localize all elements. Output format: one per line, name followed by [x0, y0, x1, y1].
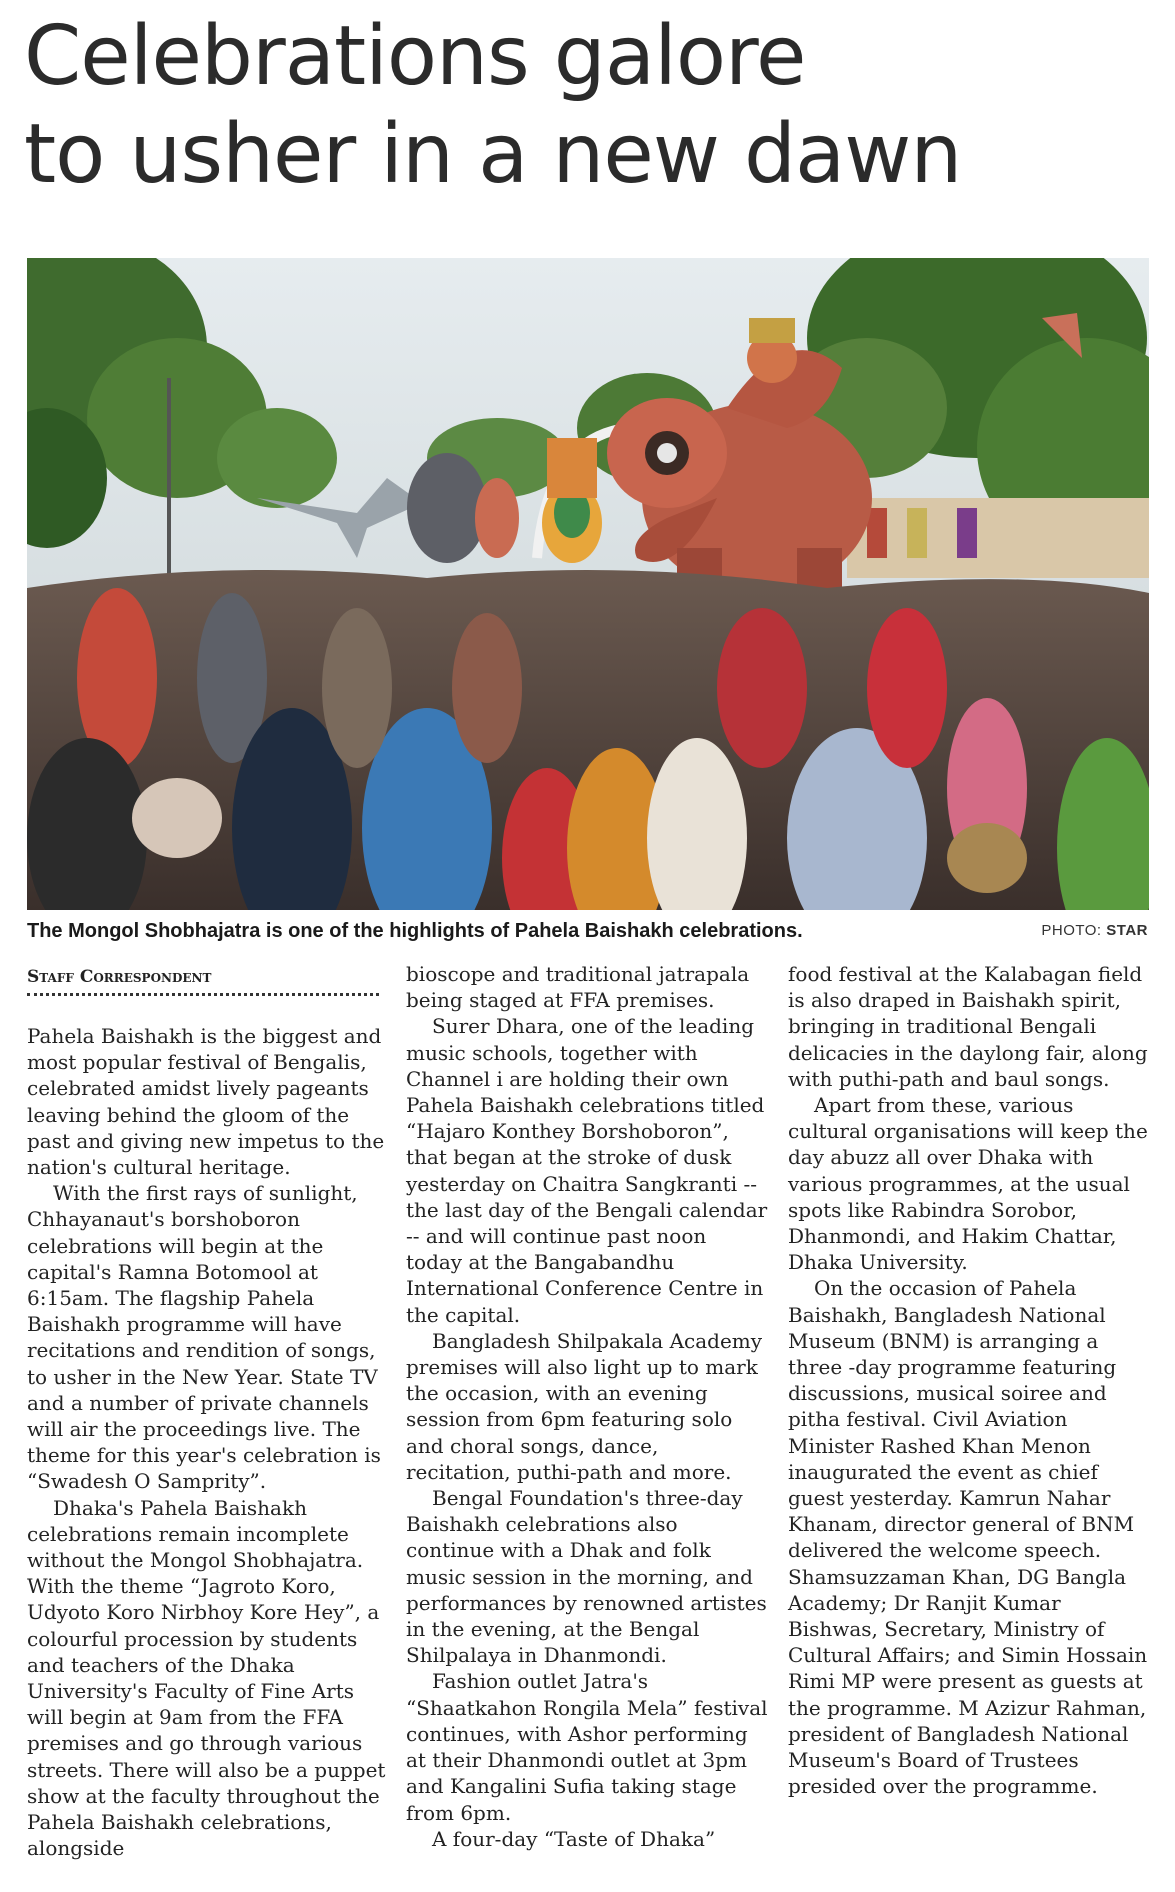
paragraph: A four-day “Taste of Dhaka” — [432, 1826, 716, 1851]
paragraph: Dhaka's Pahela Baishakh celebrations remain incomplete without the Mongol Shobhajatra. With the theme “Jagroto Koro, Udyoto Koro Nirbhoy Kore Hey”, a colourful procession by students and teachers of the Dhaka University's Faculty of Fine Arts will begin at 9am from the FFA premises and go through various streets. There will also be a puppet show at the faculty throughout the Pahela Baishakh celebrations, alongside — [27, 1495, 386, 1861]
photo-credit-source: STAR — [1106, 922, 1148, 939]
paragraph: Apart from these, various cultural organisations will keep the day abuzz all over Dhaka with various programmes, at the usual spots like Rabindra Sorobor, Dhanmondi, and Hakim Chattar, Dhaka University. — [788, 1093, 1148, 1275]
paragraph: Fashion outlet Jatra's “Shaatkahon Rongila Mela” festival continues, with Ashor performing at their Dhanmondi outlet at 3pm and Kangalini Sufia taking stage from 6pm. — [406, 1669, 768, 1825]
headline — [24, 8, 1164, 204]
paragraph: food festival at the Kalabagan field is also draped in Baishakh spirit, bringing in traditional Bengali delicacies in the daylong fair, along with puthi-path and baul songs. — [788, 962, 1148, 1091]
paragraph: Bengal Foundation's three-day Baishakh celebrations also continue with a Dhak and folk music session in the morning, and performances by renowned artistes in the evening, at the Bengal Shilpalaya in Dhanmondi. — [406, 1486, 767, 1668]
article-column-1 — [27, 1023, 389, 1862]
photo-credit — [1041, 922, 1148, 939]
headline-line-2: to usher in a new dawn — [24, 107, 962, 202]
headline-line-1: Celebrations galore — [24, 9, 806, 104]
paragraph: Bangladesh Shilpakala Academy premises will also light up to mark the occasion, with an evening session from 6pm featuring solo and choral songs, dance, recitation, puthi-path and more. — [406, 1328, 763, 1484]
paragraph: Pahela Baishakh is the biggest and most popular festival of Bengalis, celebrated amidst lively pageants leaving behind the gloom of the past and giving new impetus to the nation's cultural heritage. — [27, 1024, 385, 1180]
procession-photo — [27, 258, 1149, 910]
procession-illustration — [27, 258, 1149, 910]
photo-caption: The Mongol Shobhajatra is one of the highlights of Pahela Baishakh celebrations. — [27, 920, 803, 942]
article-column-2 — [406, 961, 768, 1852]
article-column-3 — [788, 961, 1150, 1800]
paragraph: bioscope and traditional jatrapala being staged at FFA premises. — [406, 962, 750, 1013]
crowd — [27, 570, 1149, 910]
byline-divider — [27, 993, 379, 996]
paragraph: On the occasion of Pahela Baishakh, Bangladesh National Museum (BNM) is arranging a three -day programme featuring discussions, musical soiree and pitha festival. Civil Aviation Minister Rashed Khan Menon inaugurated the event as chief guest yesterday. Kamrun Nahar Khanam, director general of BNM delivered the welcome speech. Shamsuzzaman Khan, DG Bangla Academy; Dr Ranjit Kumar Bishwas, Secretary, Ministry of Cultural Affairs; and Simin Hossain Rimi MP were present as guests at the programme. M Azizur Rahman, president of Bangladesh National Museum's Board of Trustees presided over the programme. — [788, 1276, 1148, 1799]
byline: Staff Correspondent — [27, 967, 212, 987]
paragraph: Surer Dhara, one of the leading music schools, together with Channel i are holding their own Pahela Baishakh celebrations titled “Hajaro Konthey Borshoboron”, that began at the stroke of dusk yesterday on Chaitra Sangkranti -- the last day of the Bengali calendar -- and will continue past noon today at the Bangabandhu International Conference Centre in the capital. — [406, 1014, 768, 1327]
paragraph: With the first rays of sunlight, Chhayanaut's borshoboron celebrations will begin at the capital's Ramna Botomool at 6:15am. The flagship Pahela Baishakh programme will have recitations and rendition of songs, to usher in the New Year. State TV and a number of private channels will air the proceedings live. The theme for this year's celebration is “Swadesh O Samprity”. — [27, 1181, 381, 1494]
photo-credit-label: PHOTO: — [1041, 922, 1102, 939]
